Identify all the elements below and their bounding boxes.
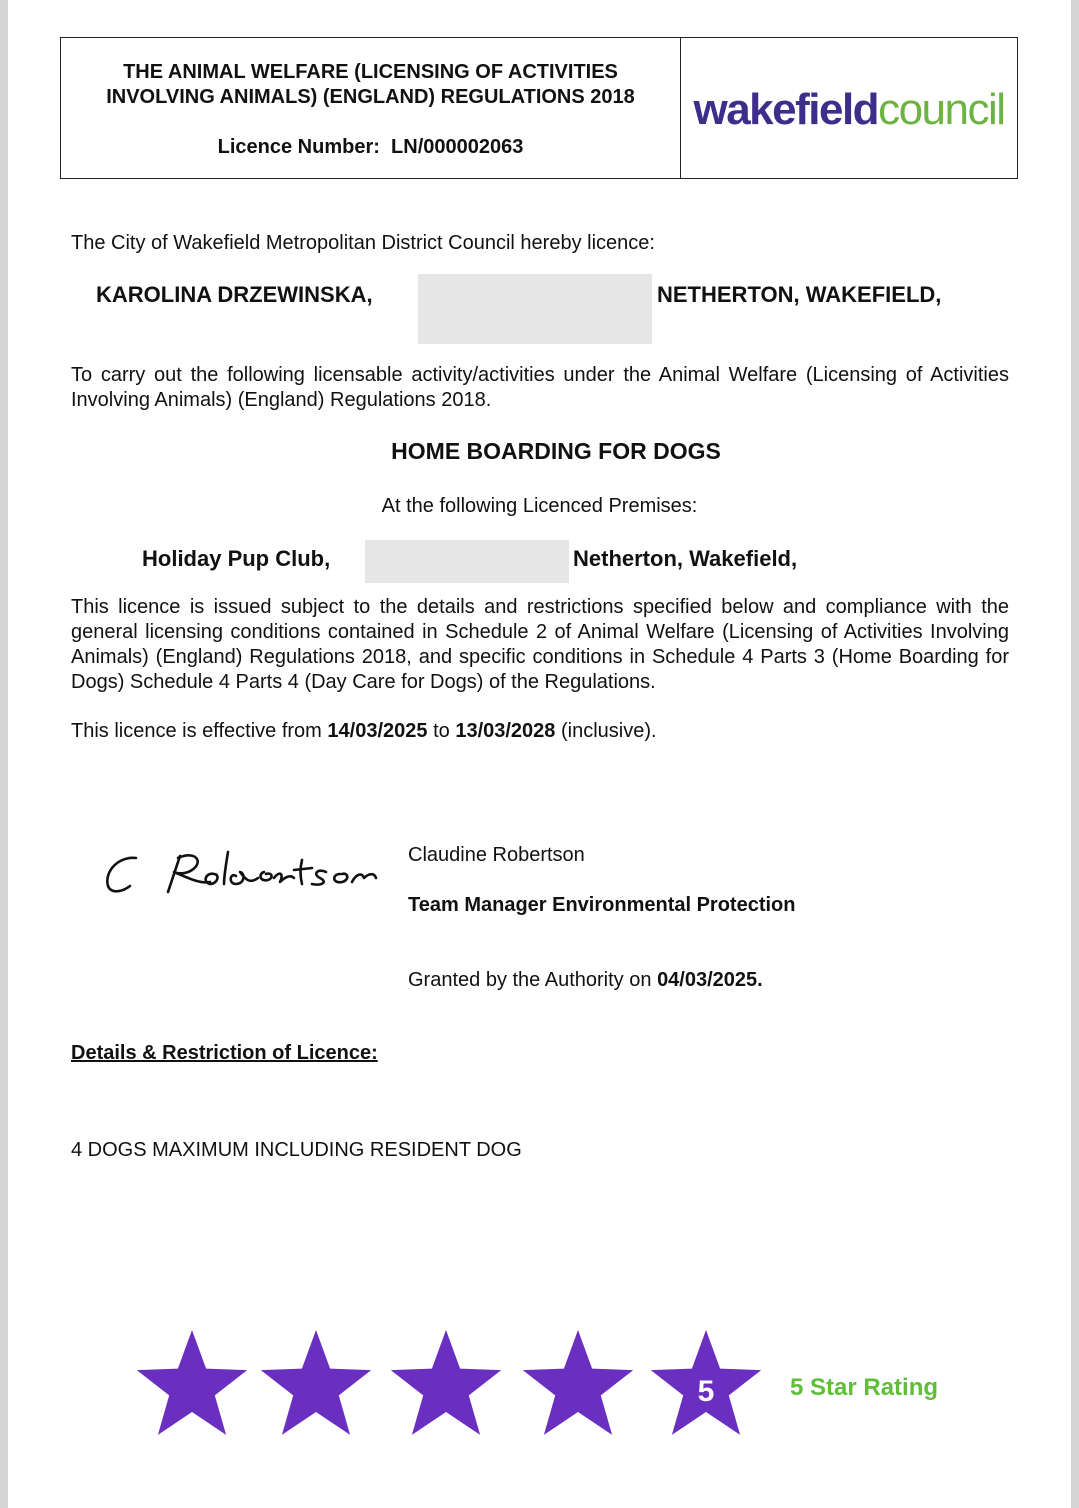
signatory-name: Claudine Robertson [408, 844, 585, 866]
restriction-text: 4 DOGS MAXIMUM INCLUDING RESIDENT DOG [71, 1139, 522, 1161]
details-heading: Details & Restriction of Licence: [71, 1042, 378, 1064]
regulation-title: THE ANIMAL WELFARE (LICENSING OF ACTIVITIES INVOLVING ANIMALS) (ENGLAND) REGULATIONS 2018 [106, 61, 635, 108]
rating-label: 5 Star Rating [790, 1374, 939, 1401]
licence-page [8, 0, 1071, 1508]
redacted-premises-address [365, 540, 569, 583]
licence-header [60, 37, 1018, 179]
granted-line: Granted by the Authority on 04/03/2025. [408, 969, 763, 991]
effective-to-date: 13/03/2028 [455, 720, 556, 742]
rating-star [523, 1330, 633, 1435]
premises-location: Netherton, Wakefield, [573, 546, 798, 571]
granted-date: 04/03/2025. [657, 969, 763, 991]
premises-name: Holiday Pup Club, [142, 546, 331, 571]
licence-conditions: This licence is issued subject to the details and restrictions specified below and compliance with the general licensing conditions contained in Schedule 2 of Animal Welfare (Licensing of Activities Involving Animals) (England) Regulations 2018, and specific conditions in Schedule 4 Parts 3 (Home Boarding for Dogs) Schedule 4 Parts 4 (Day Care for Dogs) of the Regulations. [71, 596, 1009, 693]
redacted-address [418, 274, 652, 344]
rating-star [261, 1330, 371, 1435]
logo-cell [681, 38, 1017, 178]
licence-number-line [61, 135, 680, 160]
wakefield-council-logo: wakefieldcouncil [693, 85, 1005, 134]
rating-star [391, 1330, 501, 1435]
rating-badge-number: 5 [697, 1375, 715, 1408]
effective-from-date: 14/03/2025 [327, 720, 428, 742]
header-title-cell [61, 38, 681, 178]
intro-text: The City of Wakefield Metropolitan District Council hereby licence: [71, 232, 655, 254]
licence-number: LN/000002063 [391, 136, 524, 158]
licensee-name: KAROLINA DRZEWINSKA, [96, 282, 373, 307]
licence-number-label: Licence Number: [217, 136, 380, 158]
signatory-title: Team Manager Environmental Protection [408, 894, 796, 916]
activity-intro: To carry out the following licensable activity/activities under the Animal Welfare (Licensing of Activities Involving Animals) (England) Regulations 2018. [71, 364, 1009, 411]
rating-star [137, 1330, 247, 1435]
effective-dates: This licence is effective from 14/03/2025 to 13/03/2028 (inclusive). [71, 720, 657, 742]
signature-image [96, 838, 386, 918]
activity-title: HOME BOARDING FOR DOGS [391, 438, 721, 464]
star-rating [126, 1326, 766, 1446]
premises-intro: At the following Licenced Premises: [381, 495, 698, 517]
licensee-location: NETHERTON, WAKEFIELD, [657, 282, 942, 307]
